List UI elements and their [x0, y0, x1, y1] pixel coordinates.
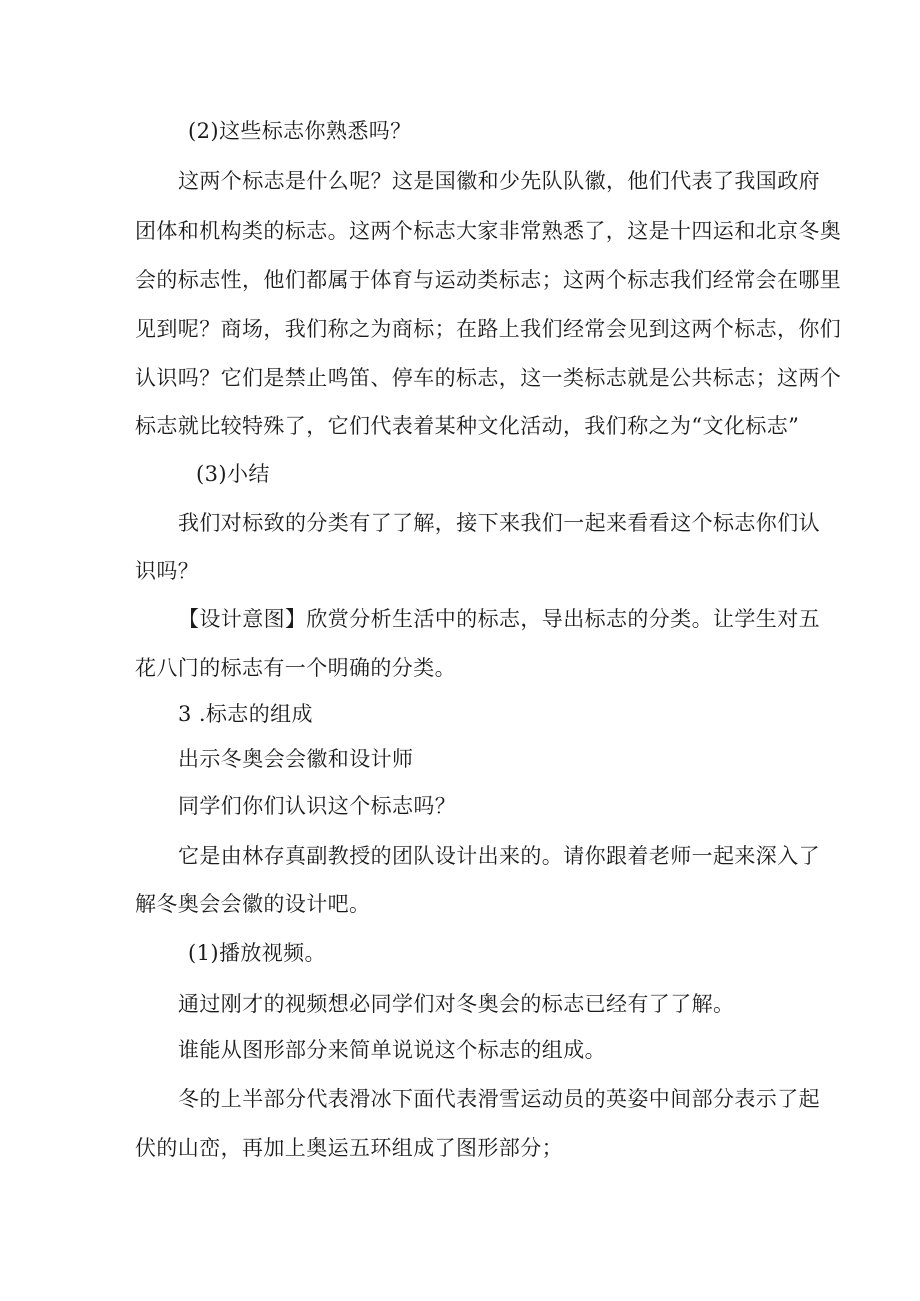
- paragraph-line: 标志就比较特殊了，它们代表着某种文化活动，我们称之为“文化标志”: [135, 414, 800, 438]
- paragraph-line: 会的标志性，他们都属于体育与运动类标志；这两个标志我们经常会在哪里: [135, 268, 842, 292]
- paragraph-line: 伏的山峦，再加上奥运五环组成了图形部分；: [135, 1136, 563, 1160]
- paragraph-line: 见到呢？商场，我们称之为商标；在路上我们经常会见到这两个标志，你们: [135, 317, 842, 341]
- subheading-summary: (3)小结: [196, 462, 270, 486]
- paragraph-line: 谁能从图形部分来简单说说这个标志的组成。: [178, 1038, 606, 1062]
- paragraph-line: 出示冬奥会会徽和设计师: [178, 747, 414, 771]
- paragraph-line: 识吗？: [135, 559, 200, 583]
- paragraph-line: 这两个标志是什么呢？这是国徽和少先队队徽，他们代表了我国政府: [178, 169, 820, 193]
- paragraph-line: 它是由林存真副教授的团队设计出来的。请你跟着老师一起来深入了: [178, 844, 820, 868]
- paragraph-line: 冬的上半部分代表滑冰下面代表滑雪运动员的英姿中间部分表示了起: [178, 1087, 820, 1111]
- paragraph-line: 解冬奥会会徽的设计吧。: [135, 892, 371, 916]
- paragraph-line: 花八门的标志有一个明确的分类。: [135, 656, 456, 680]
- subheading-video: (1)播放视频。: [188, 941, 326, 965]
- paragraph-line: 认识吗？它们是禁止鸣笛、停车的标志，这一类标志就是公共标志；这两个: [135, 366, 842, 390]
- design-intent-line: 【设计意图】欣赏分析生活中的标志，导出标志的分类。让学生对五: [178, 607, 820, 631]
- subheading-familiar: (2)这些标志你熟悉吗？: [188, 119, 412, 143]
- paragraph-line: 同学们你们认识这个标志吗？: [178, 794, 457, 818]
- section-heading: 3 .标志的组成: [178, 702, 313, 726]
- paragraph-line: 团体和机构类的标志。这两个标志大家非常熟悉了，这是十四运和北京冬奥: [135, 219, 842, 243]
- paragraph-line: 我们对标致的分类有了了解，接下来我们一起来看看这个标志你们认: [178, 511, 820, 535]
- paragraph-line: 通过刚才的视频想必同学们对冬奥会的标志已经有了了解。: [178, 992, 735, 1016]
